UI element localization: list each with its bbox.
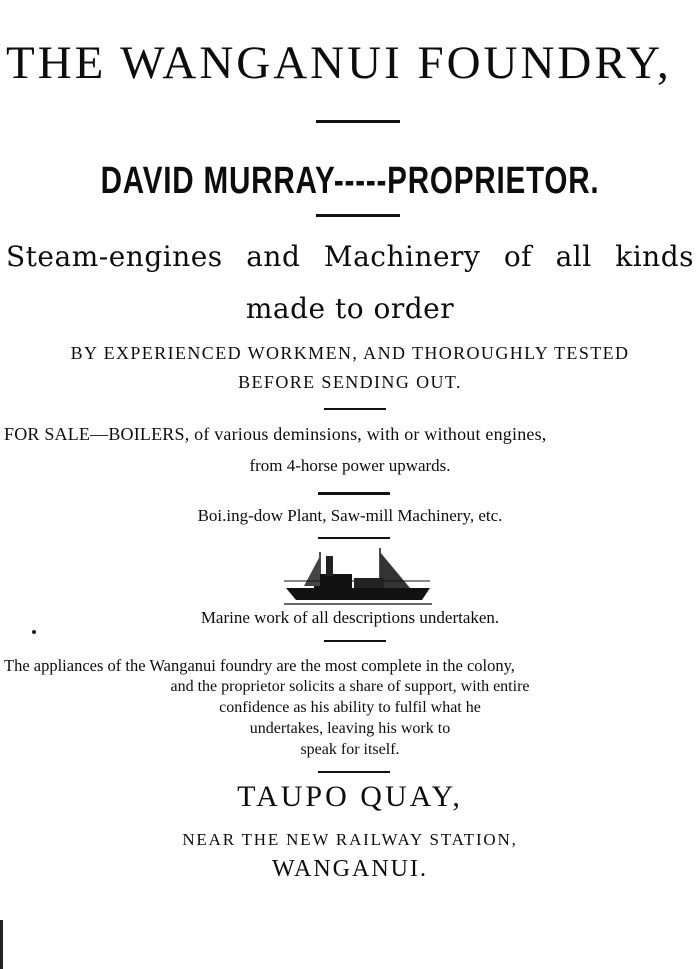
sale-line-1: FOR SALE—BOILERS, of various deminsions, with or without engines, bbox=[4, 424, 547, 444]
divider-rule bbox=[318, 771, 390, 773]
workmen-line-1: BY EXPERIENCED WORKMEN, AND THOROUGHLY TESTED bbox=[70, 343, 630, 363]
divider-rule bbox=[324, 640, 386, 642]
steamship-illustration bbox=[284, 548, 432, 610]
sale-line-2: from 4-horse power upwards. bbox=[249, 456, 451, 475]
appliances-line-4: undertakes, leaving his work to bbox=[249, 720, 451, 737]
services-line-2: made to order bbox=[245, 292, 455, 325]
divider-rule bbox=[318, 537, 390, 539]
appliances-line-2: and the proprietor solicits a share of support, with entire bbox=[170, 678, 530, 695]
divider-rule bbox=[318, 492, 390, 495]
address-town: WANGANUI. bbox=[272, 856, 428, 882]
ink-speck bbox=[32, 630, 36, 634]
divider-rule bbox=[316, 120, 400, 123]
appliances-line-3: confidence as his ability to fulfil what he bbox=[219, 699, 481, 716]
address-landmark: NEAR THE NEW RAILWAY STATION, bbox=[182, 830, 518, 849]
advertisement-title: THE WANGANUI FOUNDRY, bbox=[6, 37, 672, 89]
workmen-line-2: BEFORE SENDING OUT. bbox=[238, 372, 462, 392]
services-line-1: Steam-engines and Machinery of all kinds bbox=[6, 240, 694, 273]
marine-line: Marine work of all descriptions undertaken. bbox=[200, 608, 500, 627]
products-line: Boi.ing-dow Plant, Saw-mill Machinery, etc. bbox=[197, 506, 503, 525]
appliances-line-1: The appliances of the Wanganui foundry are the most complete in the colony, bbox=[4, 656, 515, 675]
appliances-line-5: speak for itself. bbox=[300, 741, 400, 758]
page-edge-mark bbox=[0, 920, 3, 969]
divider-rule bbox=[324, 408, 386, 410]
proprietor-heading: DAVID MURRAY-----PROPRIETOR. bbox=[100, 160, 600, 202]
address-street: TAUPO QUAY, bbox=[237, 780, 463, 813]
divider-rule bbox=[316, 214, 400, 217]
